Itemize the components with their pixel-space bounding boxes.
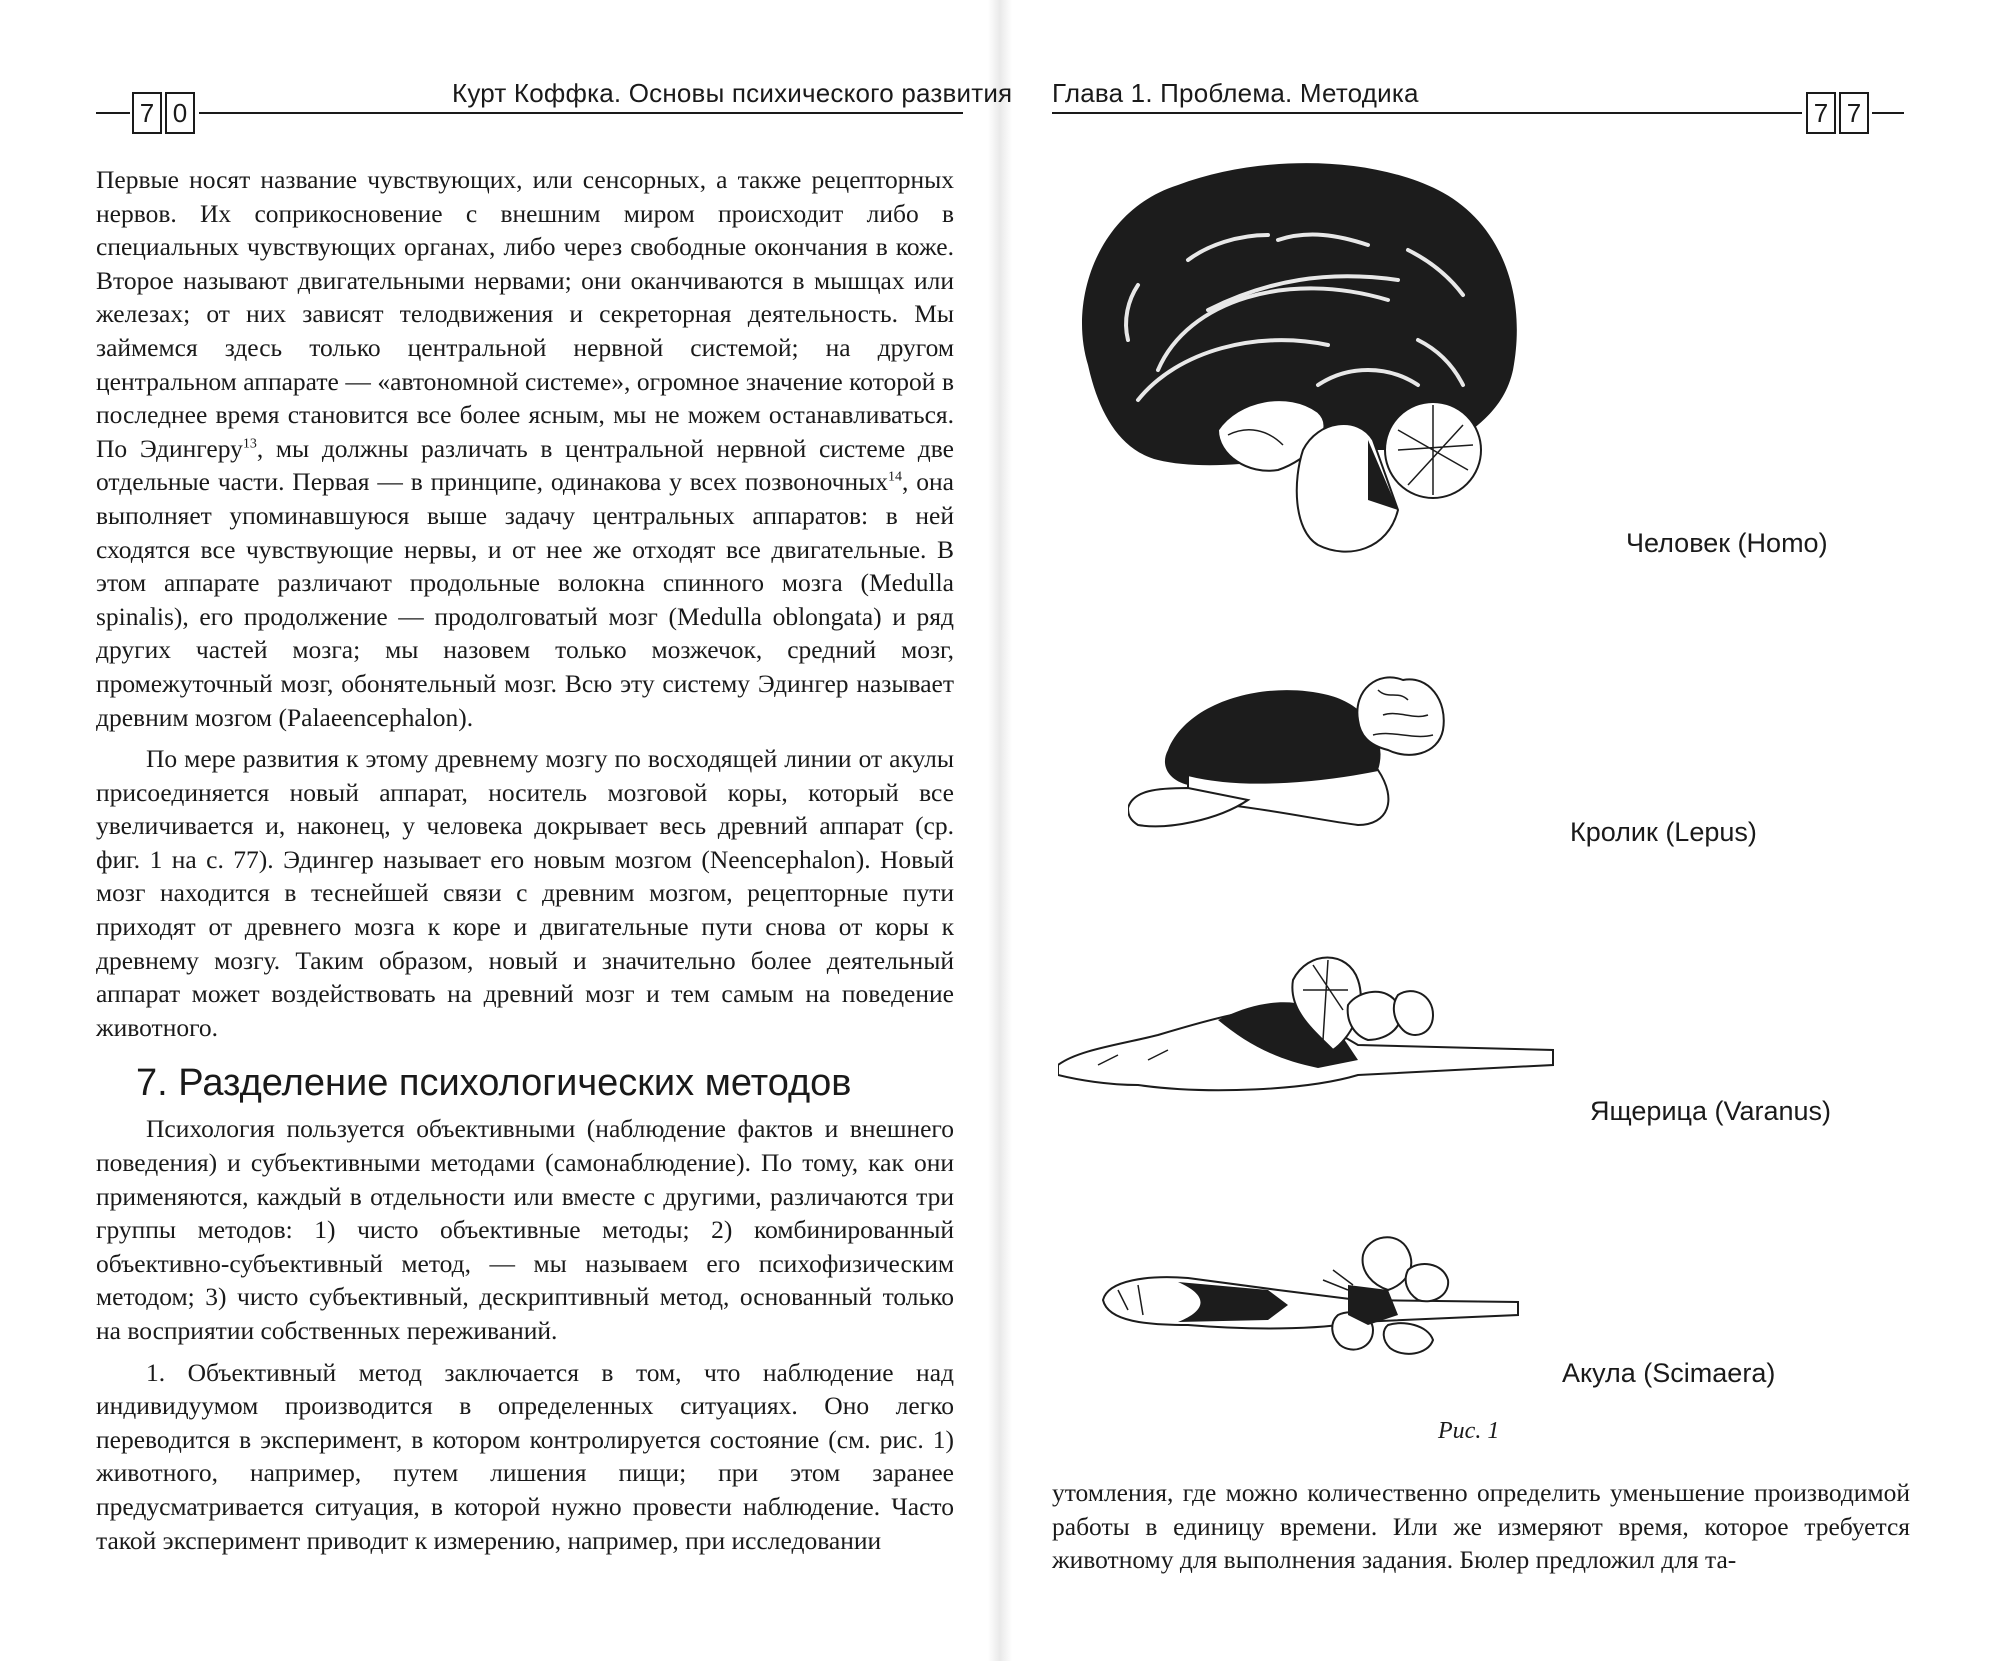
shark-brain-illustration [1098, 1230, 1528, 1370]
left-page-number [132, 92, 195, 134]
page-digit: 7 [1806, 92, 1836, 134]
paragraph [96, 163, 954, 734]
page-digit: 7 [1839, 92, 1869, 134]
page-digit: 7 [132, 92, 162, 134]
footnote-ref[interactable]: 13 [242, 436, 257, 452]
label-rabbit: Кролик (Lepus) [1570, 817, 1757, 847]
human-brain-illustration [1068, 150, 1528, 560]
text-run: , мы должны различать в центральной нервной системе две отдельные части. Первая — в принципе, одинакова у всех позвоночных [96, 433, 954, 497]
running-head-title: Курт Коффка. Основы психического развития [452, 78, 1013, 108]
text-run: , она выполняет упоминавшуюся выше задачу центральных аппаратов: в ней сходятся все чувствующие нервы, и от нее же отходят все двигательные. В этом аппарате различают продольные волокна спинного мозга (Medulla spinalis), его продолжение — продолговатый мозг (Medulla oblongata) и ряд других частей мозга; мы назовем только мозжечок, средний мозг, промежуточный мозг, обонятельный мозг. Всю эту систему Эдингер называет древним мозгом (Palaeencephalon). [96, 467, 954, 732]
paragraph: 1. Объективный метод заключается в том, что наблюдение над индивидуумом производится в определенных ситуациях. Оно легко переводится в эксперимент, в котором контролируется состояние (см. рис. 1) животного, например, путем лишения пищи; при этом заранее предусматривается ситуация, в которой нужно провести наблюдение. Часто такой эксперимент приводит к измерению, например, при исследовании [96, 1357, 954, 1555]
figure-caption: Рис. 1 [1438, 1418, 1500, 1444]
running-head-title: Глава 1. Проблема. Методика [1052, 78, 1419, 108]
footnote-ref[interactable]: 14 [888, 469, 903, 485]
brain-figure [1000, 0, 2000, 1661]
paragraph: утомления, где можно количественно определить уменьшение производимой работы в единицу времени. Или же измеряют время, которое требуется животному для выполнения задания. Бюлер предложил для та- [1052, 1478, 1910, 1575]
right-body-text [1052, 1476, 1910, 1577]
page-digit: 0 [165, 92, 195, 134]
head-rule-left-a [96, 112, 130, 114]
right-page [1000, 0, 2000, 1661]
lizard-brain-illustration [1058, 950, 1558, 1120]
paragraph: По мере развития к этому древнему мозгу по восходящей линии от акулы присоединяется новый аппарат, носитель мозговой коры, который все увеличивается и, наконец, у человека докрывает весь древний аппарат (ср. фиг. 1 на с. 77). Эдингер называет его новым мозгом (Neencephalon). Новый мозг находится в теснейшей связи с древним мозгом, рецепторные пути приходят от древнего мозга к коре и двигательные пути снова от коры к древнему мозгу. Таким образом, новый и значительно более деятельный аппарат может воздействовать на древний мозг и тем самым на поведение животного. [96, 744, 954, 1042]
label-shark: Акула (Scimaera) [1562, 1358, 1776, 1388]
head-rule-left-b [199, 112, 963, 114]
label-human: Человек (Homo) [1626, 528, 1828, 558]
left-body-text [96, 163, 954, 1557]
text-run: Первые носят название чувствующих, или сенсорных, а также рецепторных нервов. Их соприкосновение с внешним миром происходит либо в специальных чувствующих органах, либо через свободные окончания в коже. Второе называют двигательными нервами; они оканчиваются в мышцах или железах; от них зависят телодвижения и секреторная деятельность. Мы займемся здесь только центральной нервной системой; на другом центральном аппарате — «автономной системе», огромное значение которой в последнее время становится все более ясным, мы не можем останавливаться. По Эдингеру [96, 165, 954, 463]
paragraph: Психология пользуется объективными (наблюдение фактов и внешнего поведения) и субъективными методами (самонаблюдение). По тому, как они применяются, каждый в отдельности или вместе с другими, различаются три группы методов: 1) чисто объективные методы; 2) комбинированный объективно-субъективный метод, — мы называем его психофизическим методом; 3) чисто субъективный, дескриптивный метод, основанный только на восприятии собственных переживаний. [96, 1114, 954, 1345]
section-heading: 7. Разделение психологических методов [136, 1062, 852, 1105]
rabbit-brain-illustration [1128, 660, 1488, 840]
label-lizard: Ящерица (Varanus) [1590, 1096, 1832, 1126]
left-running-head [0, 78, 1013, 128]
